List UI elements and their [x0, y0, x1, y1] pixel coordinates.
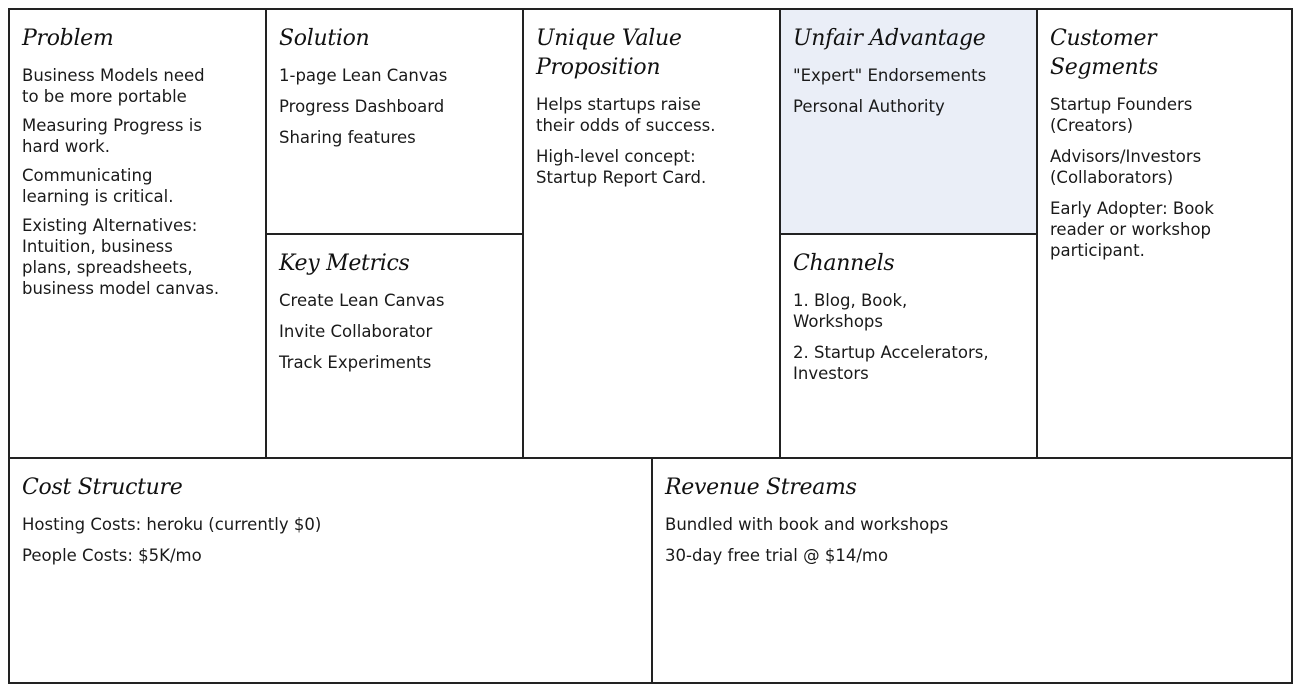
- uvp-item: High-level concept: Startup Report Card.: [536, 147, 707, 187]
- problem-box: [8, 8, 267, 459]
- problem-title: Problem: [22, 26, 114, 51]
- revenue-streams-box: [651, 457, 1293, 684]
- solution-item: Sharing features: [279, 128, 416, 147]
- customer-segments-item: Early Adopter: Book reader or workshop participant.: [1050, 199, 1214, 260]
- unfair-advantage-item: Personal Authority: [793, 97, 945, 116]
- channels-item: 1. Blog, Book, Workshops: [793, 291, 908, 331]
- revenue-streams-item: Bundled with book and workshops: [665, 515, 949, 534]
- solution-item: 1-page Lean Canvas: [279, 66, 448, 85]
- customer-segments-item: Advisors/Investors (Collaborators): [1050, 147, 1202, 187]
- key-metrics-box: [265, 233, 524, 459]
- channels-item: 2. Startup Accelerators, Investors: [793, 343, 989, 383]
- key-metrics-item: Track Experiments: [279, 353, 432, 372]
- unfair-advantage-box: [779, 8, 1038, 235]
- key-metrics-title: Key Metrics: [279, 251, 410, 276]
- cost-structure-item: Hosting Costs: heroku (currently $0): [22, 515, 322, 534]
- customer-segments-item: Startup Founders (Creators): [1050, 95, 1193, 135]
- customer-segments-title: Customer Segments: [1050, 26, 1158, 80]
- cost-structure-item: People Costs: $5K/mo: [22, 546, 202, 565]
- solution-item: Progress Dashboard: [279, 97, 445, 116]
- problem-item: Existing Alternatives: Intuition, business plans, spreadsheets, business model canvas.: [22, 216, 220, 298]
- solution-box: [265, 8, 524, 235]
- key-metrics-item: Create Lean Canvas: [279, 291, 445, 310]
- revenue-streams-title: Revenue Streams: [665, 475, 857, 500]
- cost-structure-title: Cost Structure: [22, 475, 183, 500]
- customer-segments-box: [1036, 8, 1293, 459]
- problem-item: Measuring Progress is hard work.: [22, 116, 202, 156]
- problem-item: Business Models need to be more portable: [22, 66, 205, 106]
- unfair-advantage-title: Unfair Advantage: [793, 26, 986, 51]
- uvp-title: Unique Value Proposition: [536, 26, 682, 80]
- unfair-advantage-item: "Expert" Endorsements: [793, 66, 987, 85]
- channels-title: Channels: [793, 251, 895, 276]
- uvp-box: [522, 8, 781, 459]
- problem-item: Communicating learning is critical.: [22, 166, 174, 206]
- channels-box: [779, 233, 1038, 459]
- key-metrics-item: Invite Collaborator: [279, 322, 433, 341]
- solution-title: Solution: [279, 26, 370, 51]
- cost-structure-box: [8, 457, 653, 684]
- revenue-streams-item: 30-day free trial @ $14/mo: [665, 546, 889, 565]
- uvp-item: Helps startups raise their odds of success.: [536, 95, 716, 135]
